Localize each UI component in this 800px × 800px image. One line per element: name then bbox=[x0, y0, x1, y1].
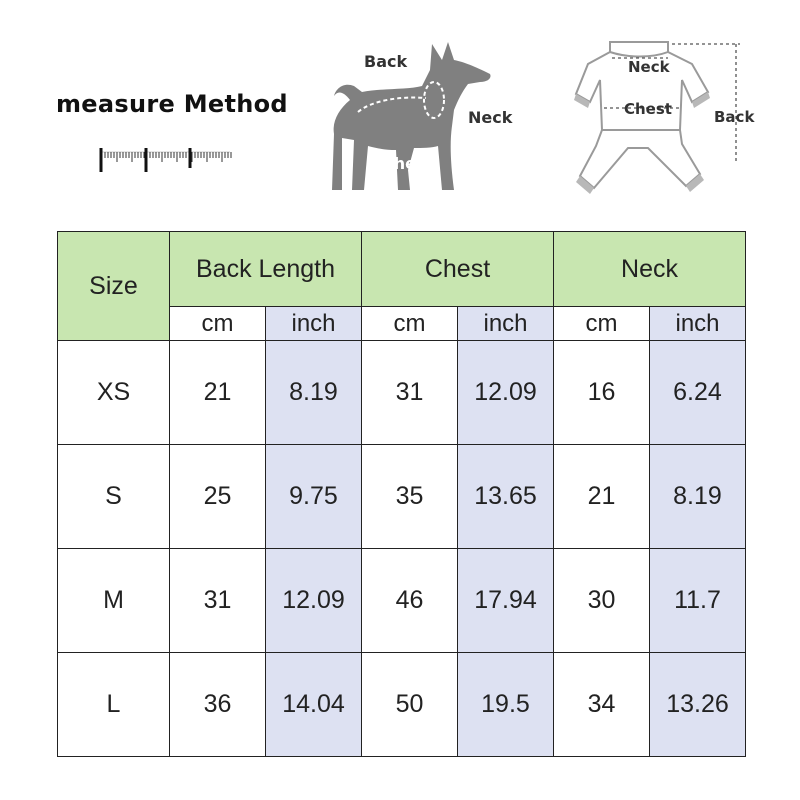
value-cell: 46 bbox=[362, 549, 458, 653]
size-label-cell: S bbox=[58, 445, 170, 549]
value-cell: 13.65 bbox=[458, 445, 554, 549]
shirt-measurement-figure bbox=[568, 36, 768, 206]
table-row bbox=[58, 445, 746, 549]
dog-chest-label: Chest bbox=[382, 154, 434, 173]
unit-header: cm bbox=[554, 307, 650, 341]
ruler-icon bbox=[98, 144, 232, 174]
value-cell: 50 bbox=[362, 653, 458, 757]
value-cell: 25 bbox=[170, 445, 266, 549]
size-label-cell: M bbox=[58, 549, 170, 653]
value-cell: 31 bbox=[362, 341, 458, 445]
chest-header: Chest bbox=[362, 232, 554, 307]
table-row bbox=[58, 653, 746, 757]
value-cell: 13.26 bbox=[650, 653, 746, 757]
measure-method-title: measure Method bbox=[56, 90, 288, 118]
dog-back-label: Back bbox=[364, 52, 408, 71]
value-cell: 19.5 bbox=[458, 653, 554, 757]
value-cell: 12.09 bbox=[458, 341, 554, 445]
size-column-header: Size bbox=[58, 232, 170, 341]
table-header-row bbox=[58, 232, 746, 307]
value-cell: 36 bbox=[170, 653, 266, 757]
value-cell: 12.09 bbox=[266, 549, 362, 653]
shirt-chest-label: Chest bbox=[624, 100, 672, 118]
value-cell: 30 bbox=[554, 549, 650, 653]
dog-neck-label: Neck bbox=[468, 108, 513, 127]
table-row bbox=[58, 549, 746, 653]
value-cell: 17.94 bbox=[458, 549, 554, 653]
unit-header: inch bbox=[650, 307, 746, 341]
size-label-cell: L bbox=[58, 653, 170, 757]
shirt-neck-label: Neck bbox=[628, 58, 670, 76]
value-cell: 34 bbox=[554, 653, 650, 757]
dog-measurement-figure bbox=[322, 30, 522, 200]
shirt-back-label: Back bbox=[714, 108, 755, 126]
table-row bbox=[58, 341, 746, 445]
value-cell: 11.7 bbox=[650, 549, 746, 653]
value-cell: 35 bbox=[362, 445, 458, 549]
value-cell: 8.19 bbox=[266, 341, 362, 445]
unit-header: inch bbox=[458, 307, 554, 341]
value-cell: 8.19 bbox=[650, 445, 746, 549]
size-label-cell: XS bbox=[58, 341, 170, 445]
back-length-header: Back Length bbox=[170, 232, 362, 307]
value-cell: 14.04 bbox=[266, 653, 362, 757]
value-cell: 9.75 bbox=[266, 445, 362, 549]
size-chart-table bbox=[57, 231, 746, 757]
unit-header: cm bbox=[362, 307, 458, 341]
unit-header: cm bbox=[170, 307, 266, 341]
value-cell: 31 bbox=[170, 549, 266, 653]
value-cell: 21 bbox=[554, 445, 650, 549]
neck-header: Neck bbox=[554, 232, 746, 307]
unit-header: inch bbox=[266, 307, 362, 341]
value-cell: 21 bbox=[170, 341, 266, 445]
value-cell: 16 bbox=[554, 341, 650, 445]
value-cell: 6.24 bbox=[650, 341, 746, 445]
